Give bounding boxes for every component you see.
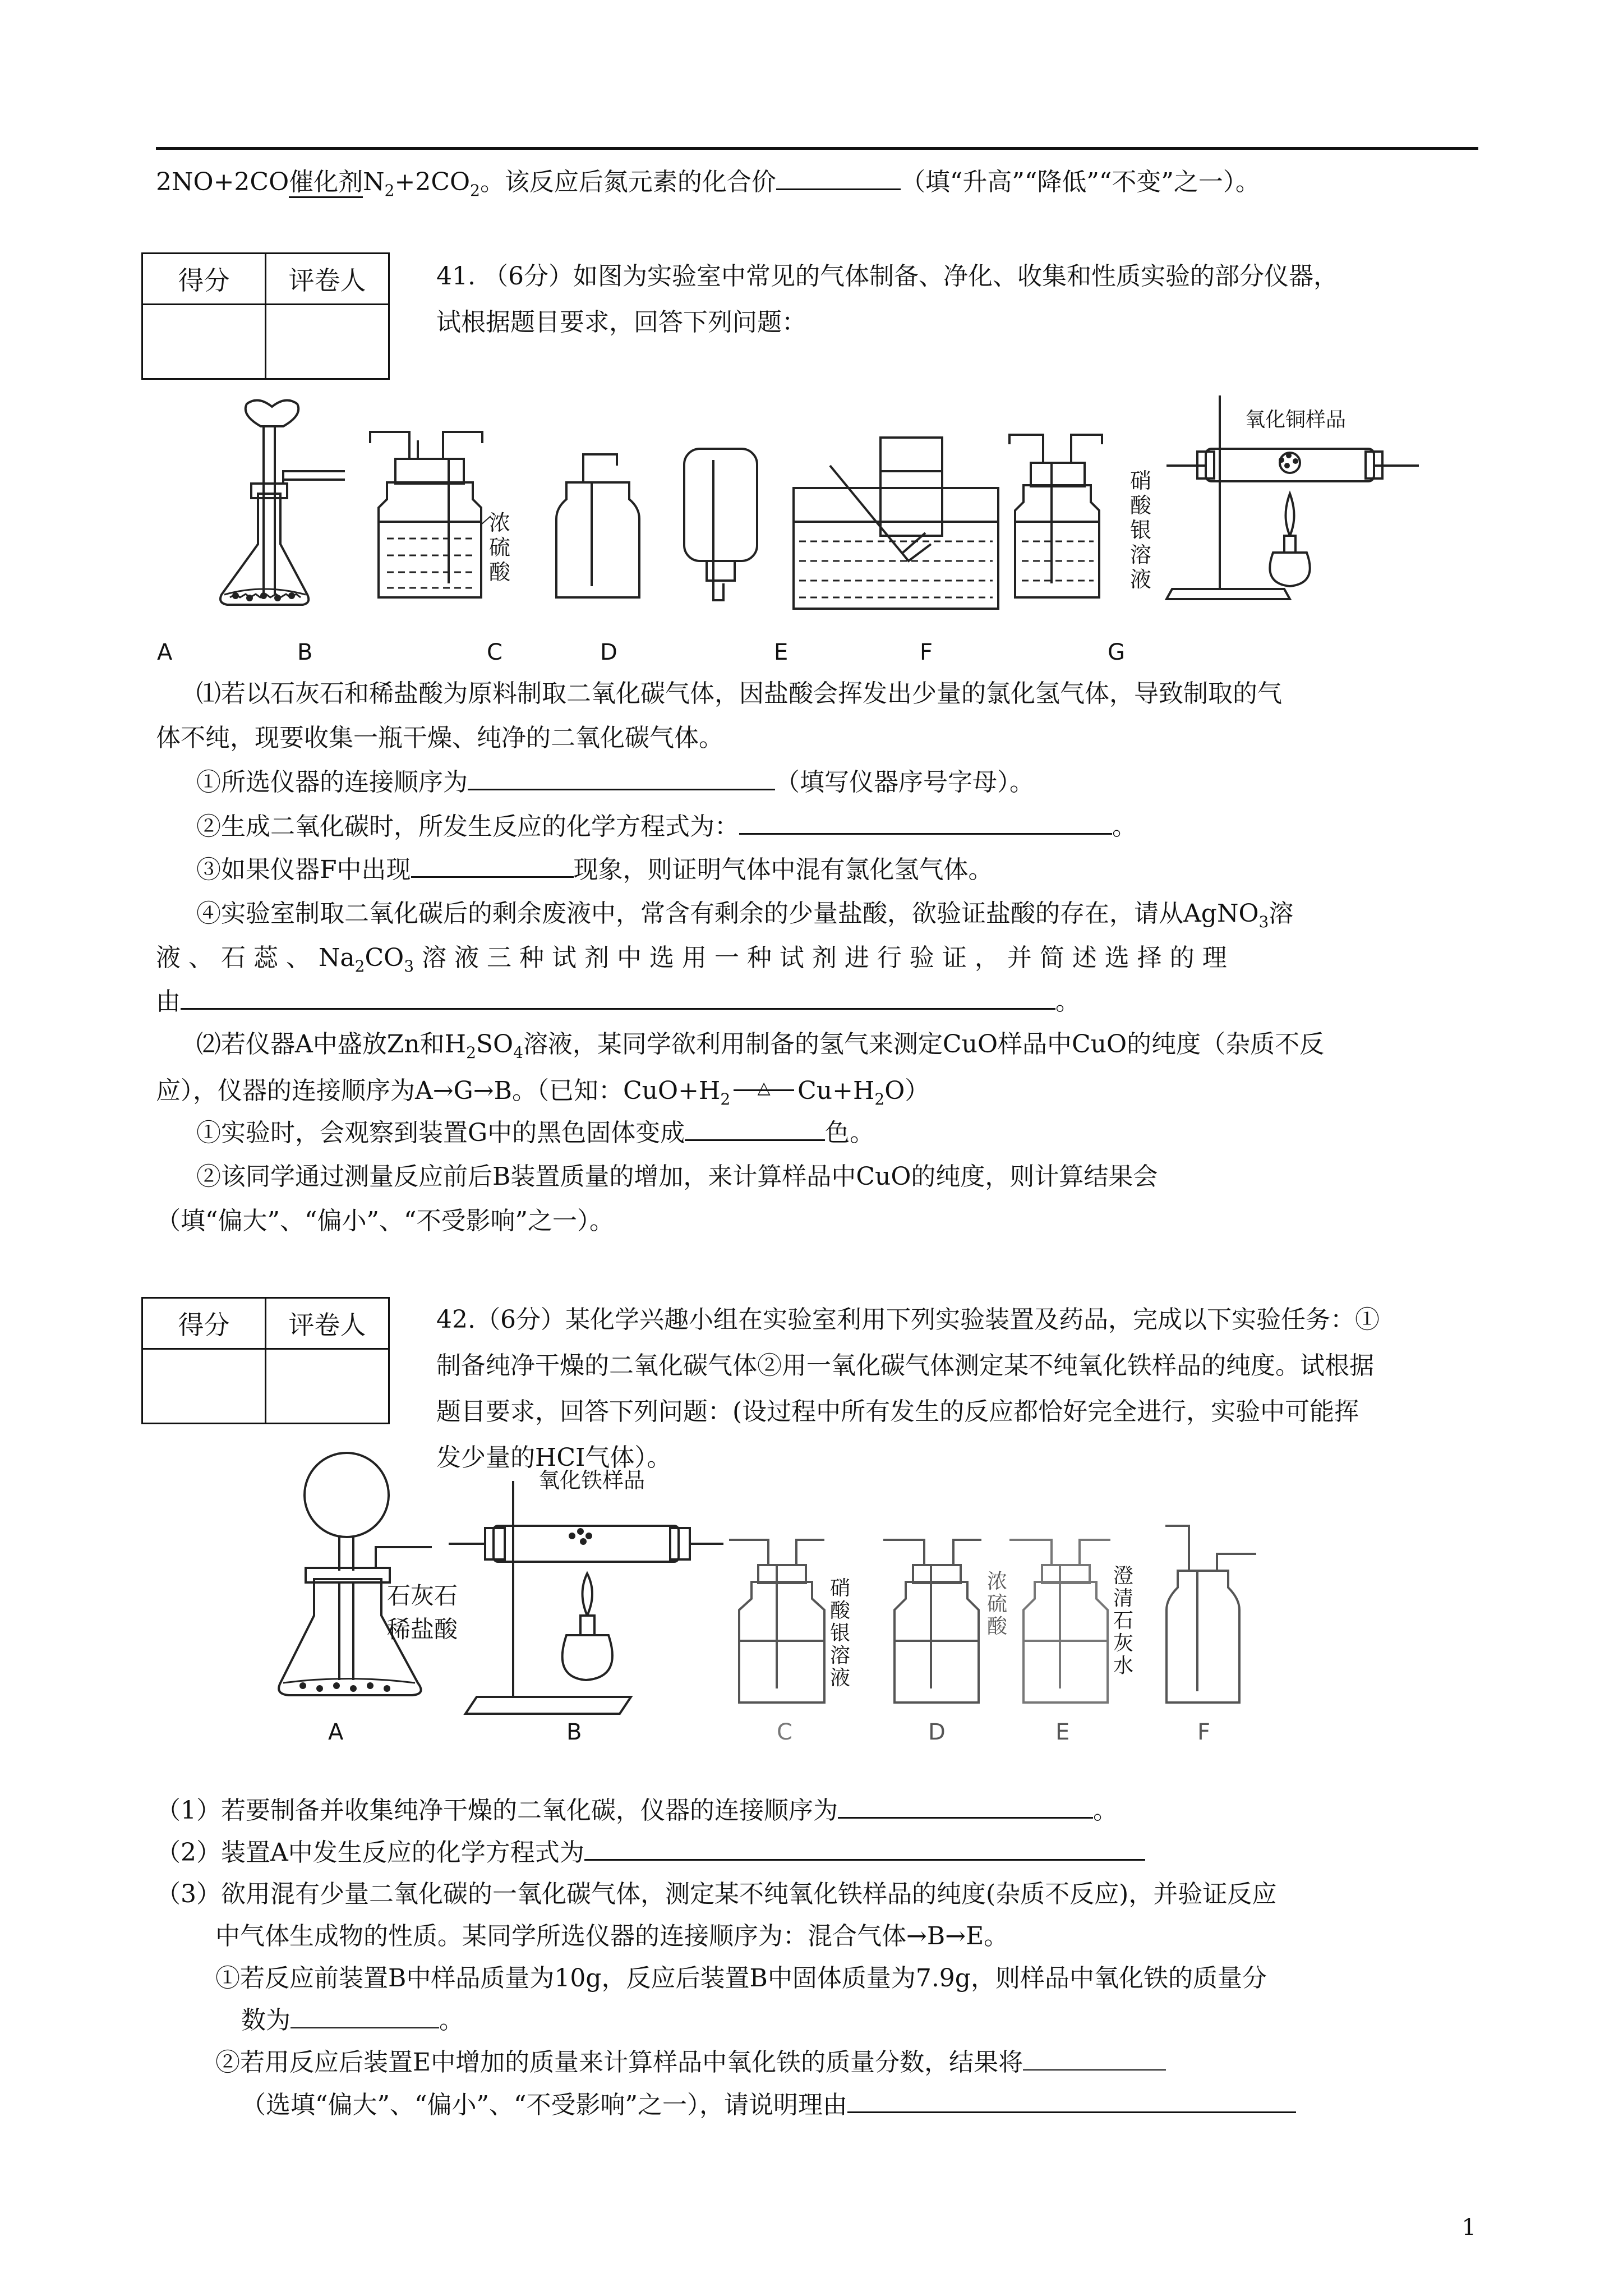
label-D: D [600, 639, 617, 665]
label-C: C [487, 639, 502, 665]
label-conc-sulfuric-42: 浓 硫 酸 [987, 1570, 1008, 1638]
q41-part2-stem-1: ⑵若仪器A中盛放Zn和$H_2SO_4$溶液，某同学欲利用制备的氢气来测定CuO样品中CuO的纯度（杂质不反 [196, 1030, 1325, 1062]
heat-condition-arrow: △ [730, 1070, 797, 1106]
q42-3a-2: 数为 。 [241, 2003, 464, 2039]
label-F: F [920, 639, 933, 665]
q41-1d-2: 液 、 石 蕊 、 $Na_2CO_3$ 溶 液 三 种 试 剂 中 选 用 一 种 试 剂 进 行 验 证 ， 并 简 述 选 择 的 理 [156, 944, 1227, 976]
label-conc-sulfuric-acid: 浓 硫 酸 [489, 510, 511, 585]
label-G: G [1108, 639, 1125, 665]
q42-2: （2）装置A中发生反应的化学方程式为 [156, 1834, 1145, 1871]
q41-part2-stem-2: 应），仪器的连接顺序为A→G→B。（已知：$CuO+H_2\triangle$ $Cu+H_2O$） [156, 1070, 929, 1109]
label-42-C: C [777, 1719, 792, 1745]
label-42-D: D [928, 1719, 946, 1745]
q41-2b-2: （填“偏大”、“偏小”、“不受影响”之一）。 [156, 1207, 614, 1235]
q41-1b: ②生成二氧化碳时，所发生反应的化学方程式为： 。 [196, 808, 1137, 845]
q41-part1-stem-2: 体不纯，现要收集一瓶干燥、纯净的二氧化碳气体。 [156, 724, 723, 752]
apparatus-D-wash-bottle [883, 1540, 981, 1703]
q41-1a: ①所选仪器的连接顺序为 （填写仪器序号字母）。 [196, 764, 1034, 800]
q42-3a-1: ①若反应前装置B中样品质量为10g，反应后装置B中固体质量为7.9g，则样品中氧化铁的质量分 [215, 1964, 1267, 1993]
answer-blank[interactable] [291, 2003, 439, 2028]
score-header: 得分 [142, 254, 266, 305]
answer-blank[interactable] [584, 1834, 1145, 1861]
label-limestone-hcl: 石灰石 稀盐酸 [387, 1582, 458, 1643]
label-silver-nitrate: 硝 酸 银 溶 液 [1130, 468, 1152, 592]
q41-1d-1: ④实验室制取二氧化碳后的剩余废液中，常含有剩余的少量盐酸，欲验证盐酸的存在，请从AgNO$_3$溶 [196, 899, 1294, 931]
q42-3-stem-1: （3）欲用混有少量二氧化碳的一氧化碳气体，测定某不纯氧化铁样品的纯度(杂质不反应)，并验证反应 [156, 1880, 1277, 1908]
apparatus-A-generator [279, 1453, 432, 1695]
label-limewater: 澄 清 石 灰 水 [1113, 1565, 1134, 1677]
q41-part1-stem-1: ⑴若以石灰石和稀盐酸为原料制取二氧化碳气体，因盐酸会挥发出少量的氯化氢气体，导致制取的气 [196, 679, 1282, 708]
q42-1: （1）若要制备并收集纯净干燥的二氧化碳，仪器的连接顺序为 。 [156, 1792, 1118, 1829]
q41-1d-3: 由 。 [156, 983, 1080, 1020]
apparatus-C-wash-bottle [729, 1540, 824, 1703]
answer-blank[interactable] [838, 1792, 1093, 1819]
label-cuo-sample: 氧化铜样品 [1245, 408, 1347, 431]
label-E: E [774, 639, 789, 665]
grader-header: 评卷人 [266, 254, 389, 305]
q42-3b-2: （选填“偏大”、“偏小”、“不受影响”之一），请说明理由 [241, 2087, 1296, 2123]
apparatus-F-bottle [1165, 1526, 1256, 1703]
label-silver-nitrate-42: 硝 酸 银 溶 液 [830, 1577, 851, 1690]
score-header: 得分 [142, 1298, 266, 1349]
label-A: A [157, 639, 173, 665]
apparatus-B-heating-tube [449, 1481, 723, 1714]
grader-header: 评卷人 [266, 1298, 389, 1349]
q41-intro: 41. （6分）如图为实验室中常见的气体制备、净化、收集和性质实验的部分仪器， 试根据题目要求，回答下列问题： [436, 262, 1338, 337]
apparatus-E-wash-bottle [1009, 1540, 1110, 1703]
label-42-B: B [566, 1719, 582, 1745]
q42-3-stem-2: 中气体生成物的性质。某同学所选仪器的连接顺序为：混合气体→B→E。 [215, 1922, 1009, 1950]
answer-blank[interactable] [1023, 2045, 1166, 2070]
answer-blank[interactable] [847, 2087, 1296, 2113]
q41-2a: ①实验时，会观察到装置G中的黑色固体变成 色。 [196, 1115, 874, 1151]
catalyst-label: 催化剂 [289, 168, 363, 198]
label-42-F: F [1197, 1719, 1211, 1745]
q41-1c: ③如果仪器F中出现 现象，则证明气体中混有氯化氢气体。 [196, 852, 993, 888]
header-equation-line: 2NO+2CO催化剂$N_2+2CO_2$。该反应后氮元素的化合价 （填“升高”“降低”“不变”之一）。 [156, 164, 1260, 200]
label-B: B [297, 639, 313, 665]
q41-2b-1: ②该同学通过测量反应前后B装置质量的增加，来计算样品中CuO的纯度，则计算结果会 [196, 1162, 1158, 1191]
label-42-A: A [328, 1719, 344, 1745]
page-number: 1 [1461, 2215, 1476, 2240]
label-42-E: E [1055, 1719, 1070, 1745]
q42-3b-1: ②若用反应后装置E中增加的质量来计算样品中氧化铁的质量分数，结果将 [215, 2045, 1166, 2081]
q42-intro: 42.（6分）某化学兴趣小组在实验室利用下列实验装置及药品，完成以下实验任务：① 制备纯净干燥的二氧化碳气体②用一氧化碳气体测定某不纯氧化铁样品的纯度。试根据 题目要求，回答下列问题：(设过程中所有发生的反应都恰好完全进行，实验中可能挥 发少量的HCI气体）。 [436, 1305, 1380, 1472]
label-fe2o3-sample: 氧化铁样品 [538, 1468, 645, 1493]
